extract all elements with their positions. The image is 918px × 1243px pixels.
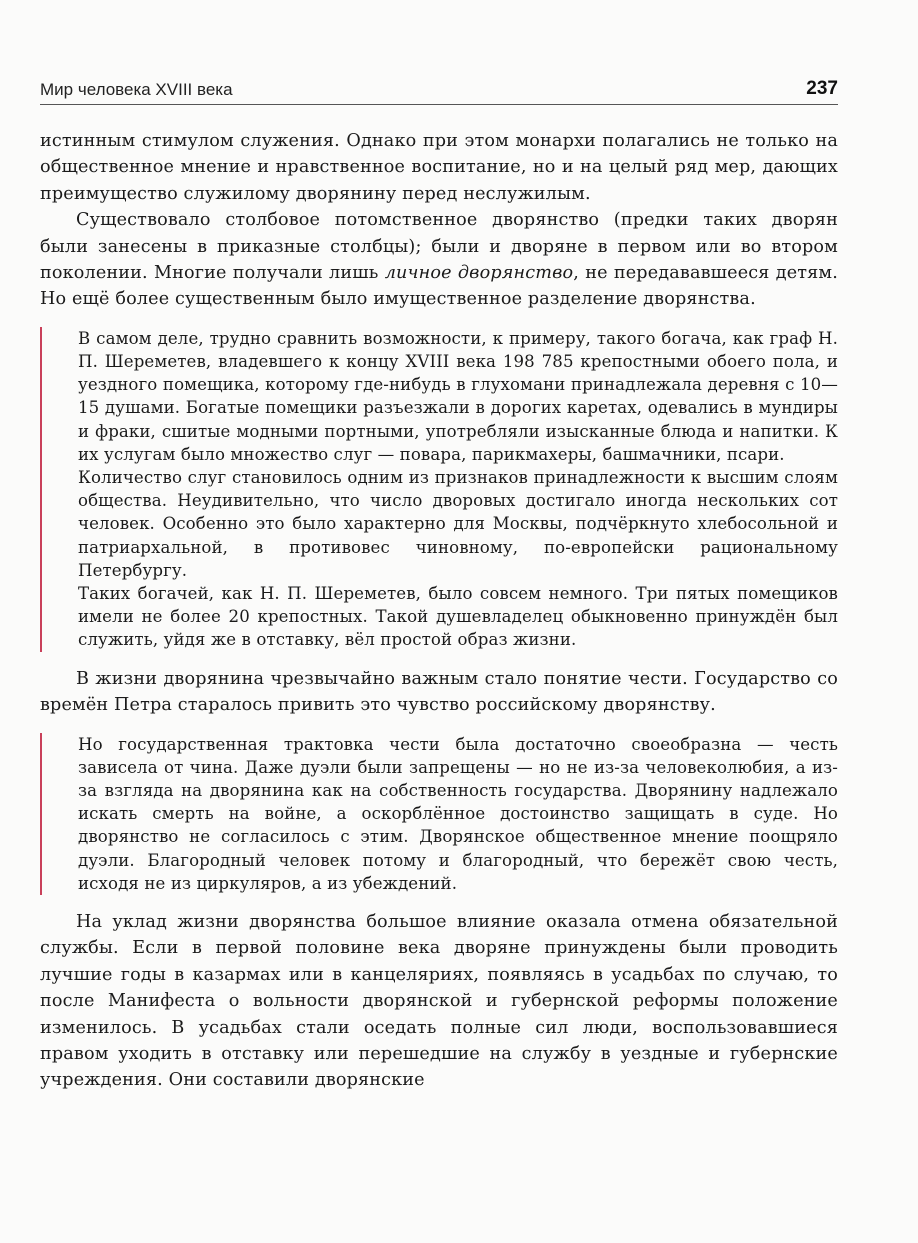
sidebar-quote-2	[40, 733, 838, 895]
paragraph-3: В жизни дворянина чрезвычайно важным стало понятие чести. Государство со времён Петра старалось привить это чувство российскому дворянству.	[40, 668, 838, 716]
page-number: 237	[806, 78, 838, 99]
page-header	[40, 76, 838, 105]
sidebar-quote-1	[40, 327, 838, 652]
running-title: Мир человека XVIII века	[40, 80, 233, 99]
paragraph-2-part-2: , не передававшееся детям. Но ещё более существенным было имущественное разделение дворянства.	[40, 263, 838, 310]
quote-2-paragraph-1: Но государственная трактовка чести была достаточно своеобразна — честь зависела от чина. Даже дуэли были запрещены — но не из-за человеколюбия, а из-за взгляда на дворянина как на собственность государства. Дворянину надлежало искать смерть на войне, а оскорблённое достоинство защищать в суде. Но дворянство не согласилось с этим. Дворянское общественное мнение поощряло дуэли. Благородный человек потому и благородный, что бережёт свою честь, исходя не из циркуляров, а из убеждений.	[78, 734, 838, 893]
italic-term: личное дворянство	[384, 263, 574, 284]
paragraph-2-part-1: Существовало столбовое потомственное дворянство (предки таких дворян были занесены в приказные столбцы); были и дворяне в первом или во втором поколении. Многие получали лишь	[40, 210, 838, 284]
quote-1-paragraph-1: В самом деле, трудно сравнить возможности, к примеру, такого богача, как граф Н. П. Шереметев, владевшего к концу XVIII века 198 785 крепостными обоего пола, и уездного помещика, которому где-нибудь в глухомани принадлежала деревня с 10—15 душами. Богатые помещики разъезжали в дорогих каретах, одевались в мундиры и фраки, сшитые модными портными, употребляли изысканные блюда и напитки. К их услугам было множество слуг — повара, парикмахеры, башмачники, псари.	[78, 328, 838, 464]
quote-1-paragraph-2: Количество слуг становилось одним из признаков принадлежности к высшим слоям общества. Неудивительно, что число дворовых достигало иногда нескольких сот человек. Особенно это было характерно для Москвы, подчёркнуто хлебосольной и патриархальной, в противовес чиновному, по-европейски рациональному Петербургу.	[78, 468, 838, 580]
paragraph-1: истинным стимулом служения. Однако при этом монархи полагались не только на общественное мнение и нравственное воспитание, но и на целый ряд мер, дающих преимущество служилому дворянину перед неслужилым.	[40, 131, 838, 204]
page-body	[40, 128, 838, 1094]
paragraph-4: На уклад жизни дворянства большое влияние оказала отмена обязательной службы. Если в первой половине века дворяне принуждены были проводить лучшие годы в казармах или в канцеляриях, появляясь в усадьбах по случаю, то после Манифеста о вольности дворянской и губернской реформы положение изменилось. В усадьбах стали оседать полные сил люди, воспользовавшиеся правом уходить в отставку или перешедшие на службу в уездные и губернские учреждения. Они составили дворянские	[40, 911, 838, 1091]
paragraph-2	[40, 207, 838, 313]
quote-1-paragraph-3: Таких богачей, как Н. П. Шереметев, было совсем немного. Три пятых помещиков имели не более 20 крепостных. Такой душевладелец обыкновенно принуждён был служить, уйдя же в отставку, вёл простой образ жизни.	[78, 584, 838, 650]
